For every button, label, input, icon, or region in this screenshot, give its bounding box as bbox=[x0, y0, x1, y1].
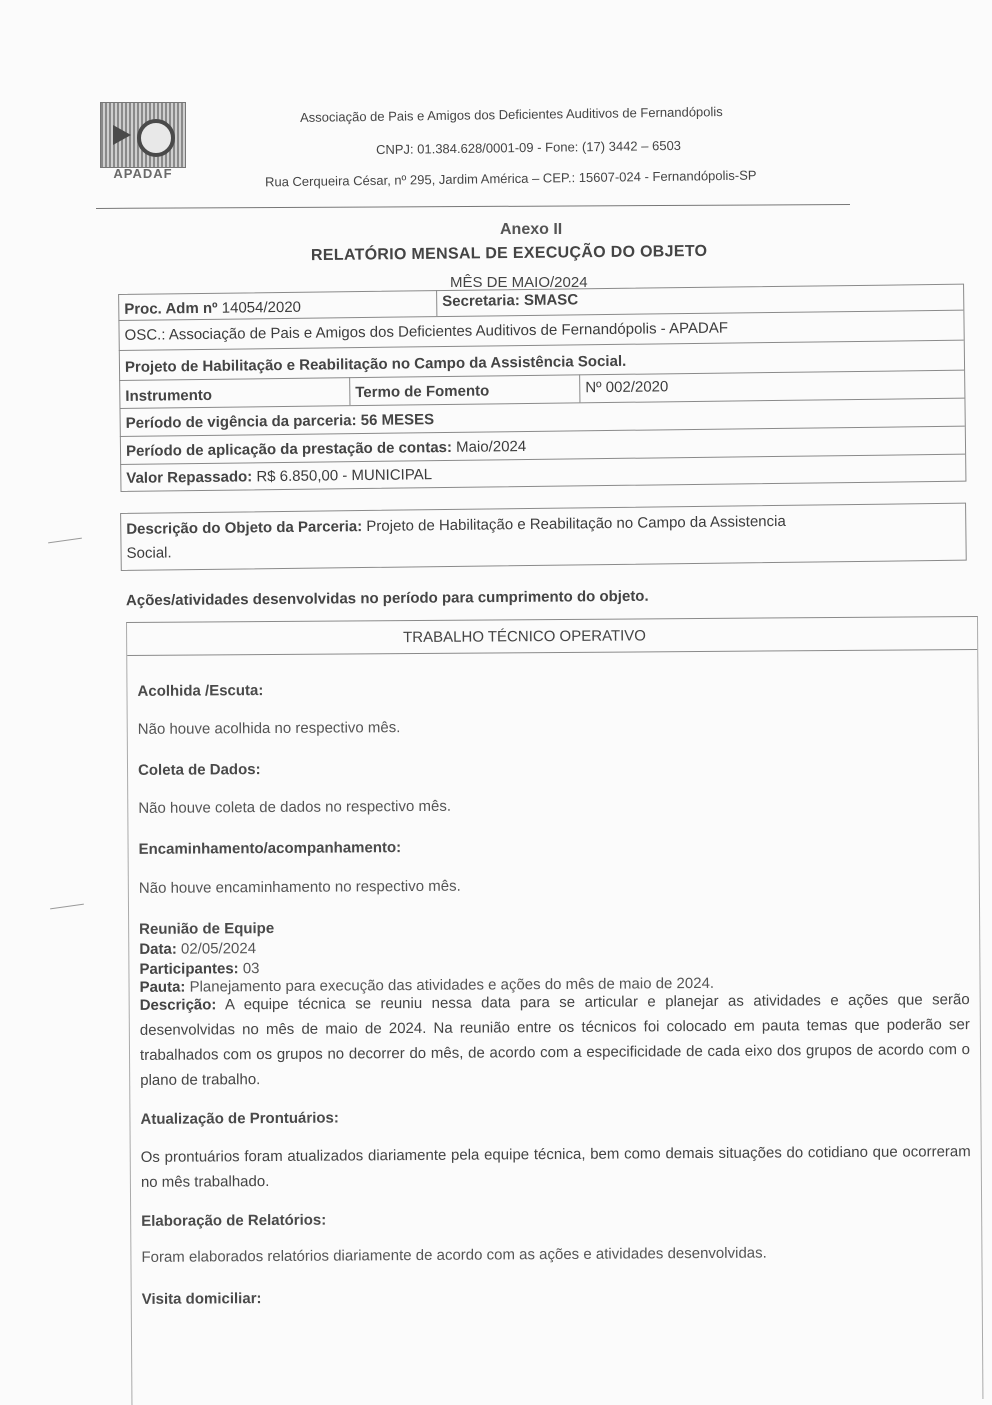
address-line: Rua Cerqueira César, nº 295, Jardim América – CEP.: 15607-024 - Fernandópolis-SP bbox=[264, 167, 757, 190]
header-rule bbox=[96, 204, 850, 209]
pauta-label: Pauta: bbox=[139, 978, 186, 996]
logo-graphic bbox=[100, 102, 186, 168]
coleta-heading: Coleta de Dados: bbox=[137, 761, 261, 779]
descricao-reuniao-label: Descrição: bbox=[139, 996, 217, 1014]
descricao-box bbox=[120, 495, 967, 577]
descricao-reuniao-value: A equipe técnica se reuniu nessa data para se articular e planejar as atividades e ações que serão desenvolvidas no mês de maio de 2024. Na reunião entre os técnicos foi colocado em pauta temas que poderão ser trabalhados com os grupos no decorrer do mês, de acordo com a especificidade de cada eixo dos grupos de acordo com o plano de trabalho. bbox=[139, 991, 971, 1089]
prontuarios-text: Os prontuários foram atualizados diariamente pela equipe técnica, bem como demais situações do cotidiano que ocorreram no mês trabalhado. bbox=[140, 1143, 971, 1191]
reuniao-descricao bbox=[140, 987, 971, 1093]
valor-label: Valor Repassado: bbox=[126, 468, 253, 487]
vigencia-field: Período de vigência da parceria: 56 MESES bbox=[125, 411, 435, 432]
cnpj-line: CNPJ: 01.384.628/0001-09 - Fone: (17) 3442 – 6503 bbox=[375, 137, 682, 158]
descricao-value: Projeto de Habilitação e Reabilitação no Campo da Assistencia bbox=[362, 512, 786, 536]
proc-value: 14054/2020 bbox=[217, 298, 302, 317]
margin-mark bbox=[50, 904, 84, 910]
participantes-label: Participantes: bbox=[139, 960, 239, 978]
encaminhamento-heading: Encaminhamento/acompanhamento: bbox=[138, 839, 402, 858]
coleta-text: Não houve coleta de dados no respectivo mês. bbox=[138, 797, 452, 817]
instrumento-label: Instrumento bbox=[125, 386, 213, 405]
numero-value: Nº 002/2020 bbox=[585, 378, 669, 397]
trabalho-heading: TRABALHO TÉCNICO OPERATIVO bbox=[403, 627, 646, 647]
reuniao-participantes bbox=[139, 960, 259, 978]
data-value: 02/05/2024 bbox=[176, 940, 257, 958]
osc-value: Associação de Pais e Amigos dos Deficientes Auditivos de Fernandópolis - APADAF bbox=[165, 319, 729, 344]
pauta-value: Planejamento para execução das atividades e ações do mês de maio de 2024. bbox=[185, 974, 715, 996]
visita-heading: Visita domiciliar: bbox=[141, 1290, 262, 1308]
relatorios-heading: Elaboração de Relatórios: bbox=[141, 1211, 327, 1230]
info-form bbox=[118, 276, 966, 492]
osc-label: OSC.: bbox=[124, 326, 166, 344]
logo-text: APADAF bbox=[113, 166, 173, 181]
proc-field bbox=[124, 299, 301, 318]
encaminhamento-text: Não houve encaminhamento no respectivo mês. bbox=[138, 877, 461, 897]
report-month: MÊS DE MAIO/2024 bbox=[450, 274, 588, 291]
margin-mark bbox=[48, 538, 82, 544]
descricao-line2: Social. bbox=[126, 544, 172, 562]
relatorios-text: Foram elaborados relatórios diariamente de acordo com as ações e atividades desenvolvidas. bbox=[141, 1244, 767, 1266]
acoes-title: Ações/atividades desenvolvidas no período para cumprimento do objeto. bbox=[125, 587, 649, 610]
participantes-value: 03 bbox=[238, 960, 260, 978]
reuniao-data bbox=[139, 940, 256, 958]
acolhida-heading: Acolhida /Escuta: bbox=[137, 682, 264, 700]
report-title: RELATÓRIO MENSAL DE EXECUÇÃO DO OBJETO bbox=[310, 242, 708, 265]
annex-title: Anexo II bbox=[500, 221, 563, 238]
termo-label: Termo de Fomento bbox=[355, 382, 490, 402]
aplicacao-value: Maio/2024 bbox=[451, 438, 527, 456]
aplicacao-label: Período de aplicação da prestação de contas: bbox=[125, 438, 453, 460]
reuniao-heading: Reunião de Equipe bbox=[139, 919, 275, 938]
acolhida-text: Não houve acolhida no respectivo mês. bbox=[137, 719, 401, 738]
prontuarios-heading: Atualização de Prontuários: bbox=[140, 1109, 339, 1128]
org-name: Associação de Pais e Amigos dos Deficientes Auditivos de Fernandópolis bbox=[299, 104, 723, 125]
valor-value: R$ 6.850,00 - MUNICIPAL bbox=[252, 466, 433, 486]
proc-label: Proc. Adm nº bbox=[124, 299, 218, 318]
apadaf-logo bbox=[98, 100, 188, 182]
trabalho-box bbox=[126, 616, 983, 1405]
descricao-label: Descrição do Objeto da Parceria: bbox=[126, 518, 363, 538]
secretaria-field: Secretaria: SMASC bbox=[442, 291, 579, 311]
data-label: Data: bbox=[139, 940, 177, 958]
projeto-field: Projeto de Habilitação e Reabilitação no Campo da Assistência Social. bbox=[124, 352, 627, 376]
